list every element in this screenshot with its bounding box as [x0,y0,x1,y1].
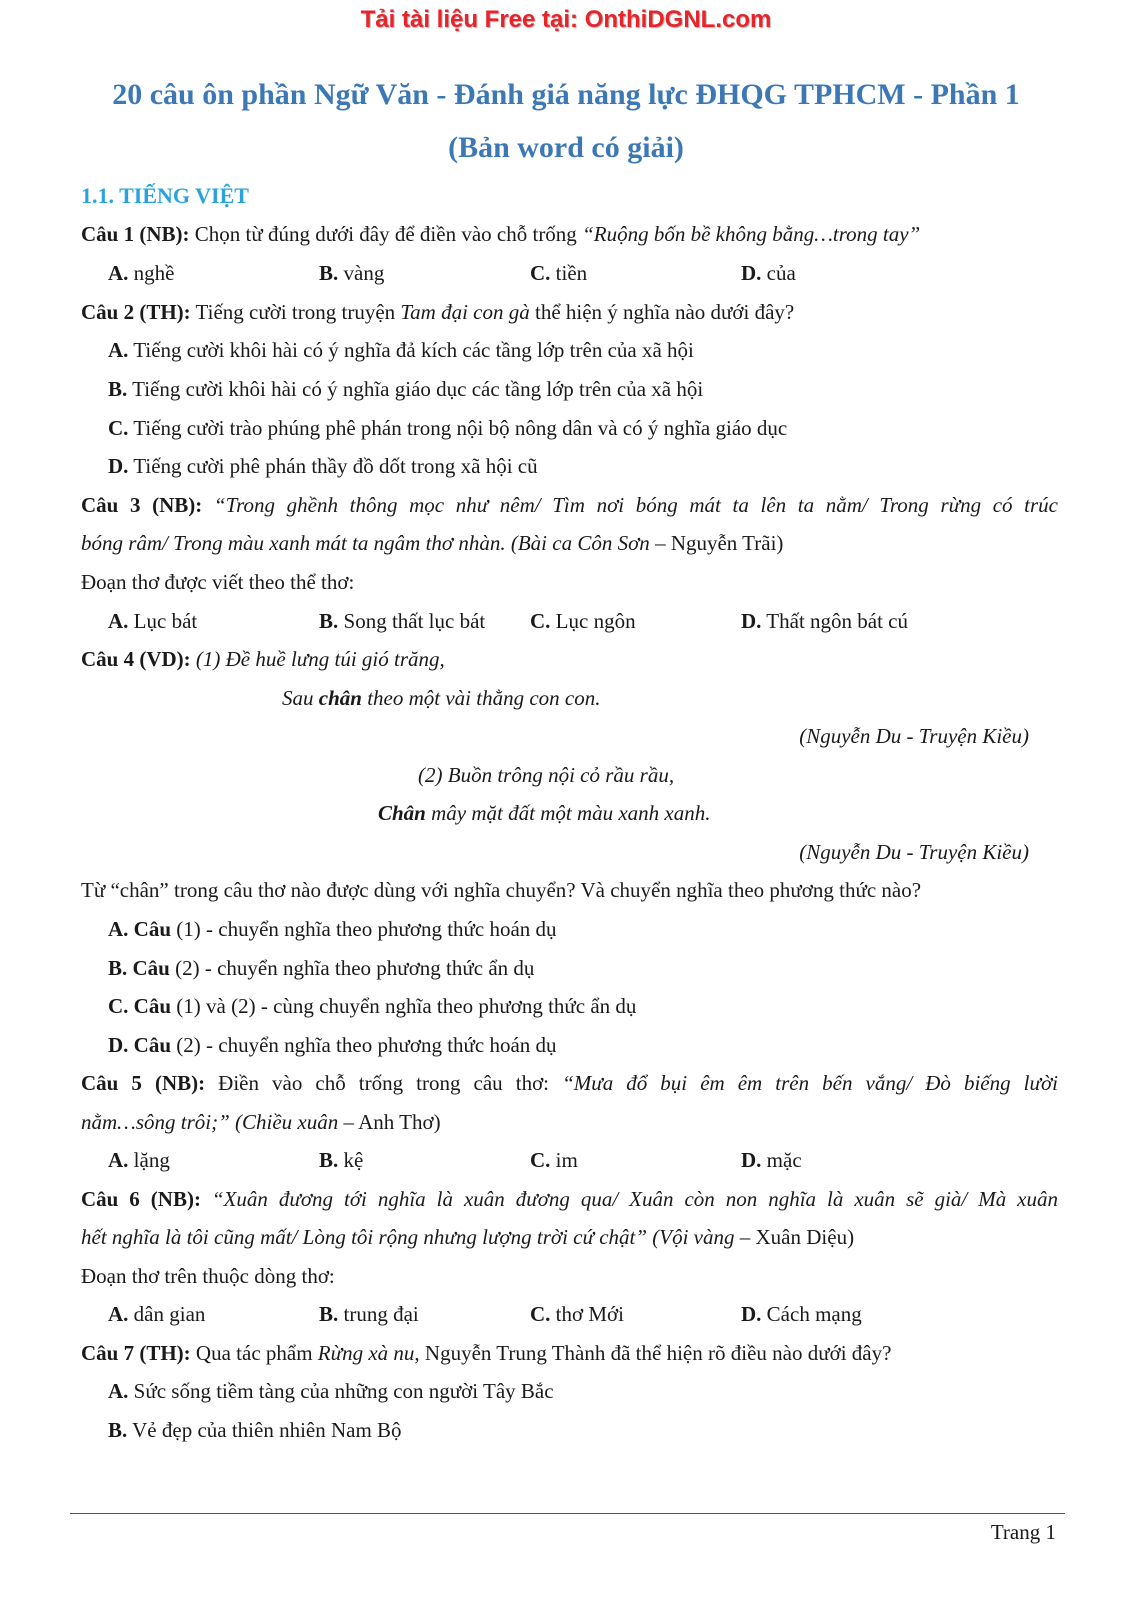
option-letter: B. [108,956,128,980]
question-4 [81,646,445,672]
option-text: lặng [128,1148,170,1172]
document-title: 20 câu ôn phần Ngữ Văn - Đánh giá năng lực ĐHQG TPHCM - Phần 1 [112,78,1020,111]
option-letter: D. [108,454,129,478]
option-letter: A. [108,1302,129,1326]
q1-option-a [108,260,175,286]
poem-line [282,685,600,711]
poem-line [378,800,711,826]
q1-option-c [530,260,587,286]
option-letter: B. [319,1148,339,1172]
question-text: Điền vào chỗ trống trong câu thơ: [205,1071,563,1095]
option-letter: A. [108,1148,129,1172]
option-letter: A. [108,1379,129,1403]
q3-option-c [530,608,636,634]
option-letter: A. [108,917,129,941]
q3-option-b [319,608,485,634]
question-quote: “Xuân đương tới nghĩa là xuân đương qua/ Xuân còn non nghĩa là xuân sẽ già/ Mà xuân [200,1187,1058,1211]
question-5-cont [81,1109,441,1135]
option-text: nghề [128,261,175,285]
q1-option-d [741,260,796,286]
option-text: Tiếng cười trào phúng phê phán trong nội bộ nông dân và có ý nghĩa giáo dục [128,416,788,440]
poem-text: Sau [282,686,319,710]
question-text: Tiếng cười trong truyện [190,300,401,324]
quote-source: – Nguyễn Trãi) [649,531,784,555]
footer-divider [70,1513,1065,1514]
option-text: Song thất lục bát [338,609,486,633]
q3-option-d [741,608,908,634]
work-title: Rừng xà nu [317,1341,415,1365]
option-text: Thất ngôn bát cú [761,609,909,633]
question-6 [81,1186,1058,1212]
poem-source: (Nguyễn Du - Truyện Kiều) [799,840,1029,864]
q7-option-b [108,1417,402,1443]
option-letter: A. [108,261,129,285]
option-letter: D. [741,609,762,633]
q2-option-c [108,415,787,441]
q4-option-a [108,916,557,942]
question-label: Câu 6 (NB): [81,1187,201,1211]
question-quote: bóng râm/ Trong màu xanh mát ta ngâm thơ nhàn. (Bài ca Côn Sơn [81,531,650,555]
q1-option-b [319,260,384,286]
option-letter: B. [319,261,339,285]
option-text: (1) - chuyển nghĩa theo phương thức hoán dụ [171,917,557,941]
option-letter: C. [530,261,551,285]
option-letter: C. [108,994,129,1018]
option-text: trung đại [338,1302,419,1326]
option-text: vàng [338,261,385,285]
option-letter: D. [108,1033,129,1057]
option-text: Tiếng cười phê phán thầy đồ dốt trong xã hội cũ [128,454,538,478]
option-bold: Câu [128,994,172,1018]
question-label: Câu 1 (NB): [81,222,190,246]
question-1 [81,221,920,247]
option-letter: C. [108,416,129,440]
option-text: Lục bát [128,609,198,633]
poem-keyword: Chân [378,801,426,825]
question-5 [81,1070,1058,1096]
question-3-cont [81,530,783,556]
q6-option-b [319,1301,419,1327]
q4-option-d [108,1032,557,1058]
option-text: (1) và (2) - cùng chuyển nghĩa theo phương thức ẩn dụ [171,994,637,1018]
q6-option-a [108,1301,205,1327]
option-text: thơ Mới [550,1302,624,1326]
option-text: của [761,261,796,285]
question-3 [81,492,1058,518]
poem-text: mây mặt đất một màu xanh xanh. [425,801,711,825]
option-letter: D. [741,261,762,285]
q3-option-a [108,608,197,634]
work-title: Tam đại con gà [400,300,530,324]
quote-source: – Anh Thơ) [338,1110,441,1134]
section-heading: 1.1. TIẾNG VIỆT [81,183,249,208]
q5-option-b [319,1147,363,1173]
option-text: Tiếng cười khôi hài có ý nghĩa giáo dục các tầng lớp trên của xã hội [127,377,704,401]
question-text: Qua tác phẩm [190,1341,318,1365]
option-letter: C. [530,1148,551,1172]
option-text: kệ [338,1148,364,1172]
question-3-prompt: Đoạn thơ được viết theo thể thơ: [81,570,355,594]
poem-source: (Nguyễn Du - Truyện Kiều) [799,724,1029,748]
question-quote: hết nghĩa là tôi cũng mất/ Lòng tôi rộng nhưng lượng trời cứ chật” (Vội vàng [81,1225,735,1249]
question-label: Câu 5 (NB): [81,1071,206,1095]
quote-source-work: (Chiều xuân [229,1110,339,1134]
option-text: tiền [550,261,588,285]
question-4-prompt: Từ “chân” trong câu thơ nào được dùng với nghĩa chuyển? Và chuyển nghĩa theo phương thức nào? [81,878,922,902]
option-letter: C. [530,609,551,633]
option-bold: Câu [128,917,172,941]
question-text: thể hiện ý nghĩa nào dưới đây? [529,300,795,324]
option-text: (2) - chuyển nghĩa theo phương thức ẩn dụ [169,956,535,980]
question-quote: nằm…sông trôi;” [81,1110,230,1134]
option-text: Lục ngôn [550,609,636,633]
option-text: Cách mạng [761,1302,862,1326]
q6-option-d [741,1301,862,1327]
download-banner[interactable]: Tải tài liệu Free tại: OnthiDGNL.com [360,6,772,33]
option-letter: B. [319,1302,339,1326]
question-text: Chọn từ đúng dưới đây để điền vào chỗ trống [189,222,583,246]
question-7 [81,1340,891,1366]
option-text: Tiếng cười khôi hài có ý nghĩa đả kích các tầng lớp trên của xã hội [128,338,694,362]
option-text: im [550,1148,578,1172]
option-text: Vẻ đẹp của thiên nhiên Nam Bộ [127,1418,402,1442]
option-letter: A. [108,338,129,362]
question-text: , Nguyễn Trung Thành đã thể hiện rõ điều nào dưới đây? [414,1341,892,1365]
option-letter: B. [319,609,339,633]
option-bold: Câu [127,956,170,980]
option-letter: C. [530,1302,551,1326]
option-text: mặc [761,1148,802,1172]
poem-text: theo một vài thằng con con. [361,686,601,710]
question-quote: “Trong ghềnh thông mọc như nêm/ Tìm nơi bóng mát ta lên ta nằm/ Trong rừng có trúc [202,493,1058,517]
q5-option-d [741,1147,802,1173]
question-6-prompt: Đoạn thơ trên thuộc dòng thơ: [81,1264,335,1288]
question-quote: “Ruộng bốn bề không bằng…trong tay” [582,222,921,246]
option-letter: B. [108,1418,128,1442]
question-label: Câu 3 (NB): [81,493,203,517]
option-bold: Câu [128,1033,172,1057]
option-text: (2) - chuyển nghĩa theo phương thức hoán dụ [171,1033,557,1057]
q4-option-c [108,993,636,1019]
poem-line: (1) Đề huề lưng túi gió trăng, [190,647,445,671]
question-label: Câu 4 (VD): [81,647,191,671]
question-label: Câu 7 (TH): [81,1341,191,1365]
option-text: Sức sống tiềm tàng của những con người Tây Bắc [128,1379,554,1403]
q7-option-a [108,1378,554,1404]
q6-option-c [530,1301,624,1327]
option-letter: D. [741,1302,762,1326]
q2-option-a [108,337,694,363]
option-letter: B. [108,377,128,401]
question-quote: “Mưa đổ bụi êm êm trên bến vắng/ Đò biếng lười [562,1071,1058,1095]
q2-option-d [108,453,538,479]
quote-source: – Xuân Diệu) [734,1225,855,1249]
question-label: Câu 2 (TH): [81,300,191,324]
q5-option-c [530,1147,578,1173]
q5-option-a [108,1147,170,1173]
page-number: Trang 1 [990,1520,1056,1544]
option-text: dân gian [128,1302,206,1326]
poem-line: (2) Buồn trông nội cỏ rầu rầu, [418,763,675,787]
option-letter: A. [108,609,129,633]
q4-option-b [108,955,534,981]
option-letter: D. [741,1148,762,1172]
poem-keyword: chân [318,686,362,710]
question-6-cont [81,1224,854,1250]
q2-option-b [108,376,703,402]
document-subtitle: (Bản word có giải) [448,131,684,164]
question-2 [81,299,794,325]
